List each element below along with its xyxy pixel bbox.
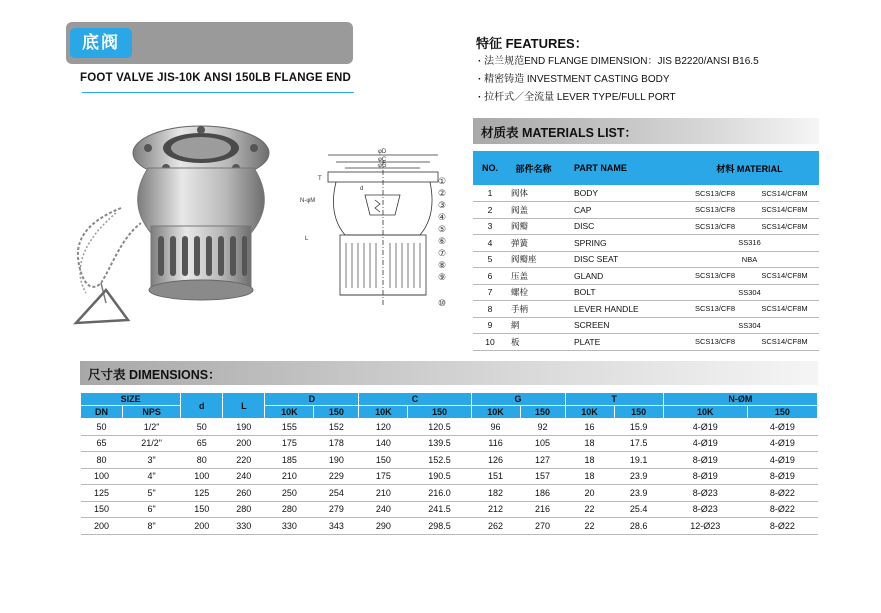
table-cell: 126 xyxy=(471,452,520,469)
table-cell: 8-Ø22 xyxy=(747,501,817,518)
materials-header xyxy=(473,118,819,144)
col-material: 材料 MATERIAL xyxy=(680,151,819,185)
table-cell: 241.5 xyxy=(408,501,471,518)
col-C-150: 150 xyxy=(408,406,471,419)
table-cell: 200 xyxy=(81,518,123,535)
table-cell: 330 xyxy=(223,518,265,535)
callout-1: ① xyxy=(438,177,447,187)
table-cell: 50 xyxy=(81,419,123,436)
table-cell: 155 xyxy=(265,419,314,436)
callout-2: ② xyxy=(438,189,447,199)
table-row xyxy=(81,485,818,502)
table-cell: 279 xyxy=(314,501,359,518)
table-cell: 182 xyxy=(471,485,520,502)
table-cell: 4" xyxy=(123,468,181,485)
dim-label-d: d xyxy=(360,186,364,192)
table-cell: 96 xyxy=(471,419,520,436)
table-row: 2 阀盖 CAP SCS13/CF8 SCS14/CF8M xyxy=(473,202,819,219)
dim-label-L: L xyxy=(305,236,309,242)
table-cell: 8" xyxy=(123,518,181,535)
table-row: 6 压盖 GLAND SCS13/CF8 SCS14/CF8M xyxy=(473,268,819,285)
table-cell: 240 xyxy=(359,501,408,518)
table-cell: 100 xyxy=(181,468,223,485)
callout-6: ⑥ xyxy=(438,237,447,247)
col-D-150: 150 xyxy=(314,406,359,419)
table-row: 4 弹簧 SPRING SS316 xyxy=(473,235,819,252)
dim-label-NM: N-φM xyxy=(300,198,316,204)
table-cell: 190 xyxy=(223,419,265,436)
dim-label-D: φD xyxy=(378,149,387,155)
col-cn: 部件名称 xyxy=(507,151,560,185)
table-cell: 210 xyxy=(265,468,314,485)
table-row: 8 手柄 LEVER HANDLE SCS13/CF8 SCS14/CF8M xyxy=(473,301,819,318)
dimensions-table xyxy=(80,392,818,535)
features-title: 特征 FEATURES： xyxy=(476,36,588,51)
table-cell: 5" xyxy=(123,485,181,502)
subtitle-divider xyxy=(82,92,354,93)
table-cell: 15.9 xyxy=(614,419,663,436)
dimensions-title: 尺寸表 DIMENSIONS： xyxy=(88,368,221,382)
table-cell: 18 xyxy=(565,468,614,485)
table-cell: 216.0 xyxy=(408,485,471,502)
table-cell: 4-Ø19 xyxy=(747,435,817,452)
table-cell: 280 xyxy=(223,501,265,518)
col-T: T xyxy=(565,393,663,406)
table-cell: 250 xyxy=(265,485,314,502)
table-cell: 175 xyxy=(359,468,408,485)
col-d: d xyxy=(181,393,223,419)
table-row xyxy=(81,501,818,518)
table-cell: 157 xyxy=(520,468,565,485)
materials-table xyxy=(473,151,819,351)
col-C: C xyxy=(359,393,471,406)
table-row: 9 網 SCREEN SS304 xyxy=(473,317,819,334)
table-cell: 1/2" xyxy=(123,419,181,436)
table-cell: 298.5 xyxy=(408,518,471,535)
table-cell: 220 xyxy=(223,452,265,469)
table-cell: 229 xyxy=(314,468,359,485)
dim-label-T: T xyxy=(318,176,322,182)
table-cell: 150 xyxy=(81,501,123,518)
table-cell: 28.6 xyxy=(614,518,663,535)
table-cell: 8-Ø23 xyxy=(663,485,747,502)
table-cell: 12-Ø23 xyxy=(663,518,747,535)
table-cell: 200 xyxy=(181,518,223,535)
table-cell: 8-Ø22 xyxy=(747,485,817,502)
table-cell: 4-Ø19 xyxy=(663,435,747,452)
table-cell: 25.4 xyxy=(614,501,663,518)
table-cell: 330 xyxy=(265,518,314,535)
table-cell: 152 xyxy=(314,419,359,436)
table-cell: 190 xyxy=(314,452,359,469)
table-cell: 8-Ø19 xyxy=(663,468,747,485)
table-cell: 185 xyxy=(265,452,314,469)
table-cell: 100 xyxy=(81,468,123,485)
table-cell: 23.9 xyxy=(614,468,663,485)
features-list xyxy=(478,53,759,107)
table-cell: 20 xyxy=(565,485,614,502)
table-cell: 151 xyxy=(471,468,520,485)
callout-7: ⑦ xyxy=(438,249,447,259)
table-cell: 16 xyxy=(565,419,614,436)
materials-title: 材质表 MATERIALS LIST： xyxy=(481,126,638,140)
table-cell: 240 xyxy=(223,468,265,485)
table-cell: 216 xyxy=(520,501,565,518)
col-G: G xyxy=(471,393,565,406)
callout-9: ⑨ xyxy=(438,273,447,283)
col-NM: N-ØM xyxy=(663,393,817,406)
table-cell: 50 xyxy=(181,419,223,436)
col-C-10k: 10K xyxy=(359,406,408,419)
table-cell: 8-Ø23 xyxy=(663,501,747,518)
callout-4: ④ xyxy=(438,213,447,223)
table-cell: 212 xyxy=(471,501,520,518)
table-cell: 120.5 xyxy=(408,419,471,436)
col-NM-10k: 10K xyxy=(663,406,747,419)
table-cell: 8-Ø19 xyxy=(747,468,817,485)
dimensions-header xyxy=(80,361,818,385)
table-cell: 4-Ø19 xyxy=(747,419,817,436)
table-row: 1 阀体 BODY SCS13/CF8 SCS14/CF8M xyxy=(473,185,819,202)
table-cell: 178 xyxy=(314,435,359,452)
table-cell: 200 xyxy=(223,435,265,452)
table-cell: 3" xyxy=(123,452,181,469)
title-tag: 底阀 xyxy=(70,28,132,58)
table-cell: 139.5 xyxy=(408,435,471,452)
col-D: D xyxy=(265,393,359,406)
table-cell: 18 xyxy=(565,435,614,452)
table-cell: 23.9 xyxy=(614,485,663,502)
table-row xyxy=(81,419,818,436)
table-cell: 116 xyxy=(471,435,520,452)
feature-item: · 拉杆式／全流量 LEVER TYPE/FULL PORT xyxy=(478,89,759,107)
table-cell: 65 xyxy=(81,435,123,452)
dim-label-G: φG xyxy=(378,163,387,169)
table-row: 7 螺栓 BOLT SS304 xyxy=(473,284,819,301)
table-cell: 80 xyxy=(181,452,223,469)
col-size: SIZE xyxy=(81,393,181,406)
table-row xyxy=(81,435,818,452)
table-cell: 22 xyxy=(565,501,614,518)
table-cell: 290 xyxy=(359,518,408,535)
table-cell: 17.5 xyxy=(614,435,663,452)
table-cell: 186 xyxy=(520,485,565,502)
foot-valve-photo xyxy=(66,108,291,333)
table-cell: 19.1 xyxy=(614,452,663,469)
table-cell: 80 xyxy=(81,452,123,469)
col-nps: NPS xyxy=(123,406,181,419)
table-cell: 4-Ø19 xyxy=(663,419,747,436)
dim-label-C: φC xyxy=(378,157,387,163)
table-cell: 105 xyxy=(520,435,565,452)
col-D-10k: 10K xyxy=(265,406,314,419)
col-G-150: 150 xyxy=(520,406,565,419)
col-en: PART NAME xyxy=(560,151,680,185)
table-cell: 260 xyxy=(223,485,265,502)
table-cell: 21/2" xyxy=(123,435,181,452)
callout-8: ⑧ xyxy=(438,261,447,271)
callout-5: ⑤ xyxy=(438,225,447,235)
table-cell: 343 xyxy=(314,518,359,535)
col-G-10k: 10K xyxy=(471,406,520,419)
callout-3: ③ xyxy=(438,201,447,211)
table-cell: 140 xyxy=(359,435,408,452)
table-row: 10 板 PLATE SCS13/CF8 SCS14/CF8M xyxy=(473,334,819,351)
table-cell: 127 xyxy=(520,452,565,469)
col-L: L xyxy=(223,393,265,419)
table-cell: 210 xyxy=(359,485,408,502)
col-no: NO. xyxy=(473,151,507,185)
table-cell: 125 xyxy=(81,485,123,502)
table-cell: 270 xyxy=(520,518,565,535)
feature-item: · 法兰规范END FLANGE DIMENSION：JIS B2220/ANSI B16.5 xyxy=(478,53,759,71)
table-cell: 18 xyxy=(565,452,614,469)
table-cell: 22 xyxy=(565,518,614,535)
table-cell: 190.5 xyxy=(408,468,471,485)
table-row: 5 阀瓣座 DISC SEAT NBA xyxy=(473,251,819,268)
table-cell: 254 xyxy=(314,485,359,502)
col-NM-150: 150 xyxy=(747,406,817,419)
col-dn: DN xyxy=(81,406,123,419)
callout-10: ⑩ xyxy=(438,299,447,309)
col-T-10k: 10K xyxy=(565,406,614,419)
table-cell: 175 xyxy=(265,435,314,452)
table-cell: 150 xyxy=(181,501,223,518)
table-cell: 120 xyxy=(359,419,408,436)
product-subtitle: FOOT VALVE JIS-10K ANSI 150LB FLANGE END xyxy=(80,72,352,84)
table-row: 3 阀瓣 DISC SCS13/CF8 SCS14/CF8M xyxy=(473,218,819,235)
table-cell: 125 xyxy=(181,485,223,502)
table-cell: 8-Ø22 xyxy=(747,518,817,535)
table-cell: 8-Ø19 xyxy=(663,452,747,469)
feature-item: · 精密铸造 INVESTMENT CASTING BODY xyxy=(478,71,759,89)
table-cell: 150 xyxy=(359,452,408,469)
table-cell: 65 xyxy=(181,435,223,452)
table-row xyxy=(81,452,818,469)
table-row xyxy=(81,518,818,535)
table-row xyxy=(81,468,818,485)
table-cell: 280 xyxy=(265,501,314,518)
table-cell: 262 xyxy=(471,518,520,535)
table-cell: 4-Ø19 xyxy=(747,452,817,469)
table-cell: 152.5 xyxy=(408,452,471,469)
table-cell: 6" xyxy=(123,501,181,518)
cross-section-drawing xyxy=(300,140,450,310)
table-cell: 92 xyxy=(520,419,565,436)
col-T-150: 150 xyxy=(614,406,663,419)
